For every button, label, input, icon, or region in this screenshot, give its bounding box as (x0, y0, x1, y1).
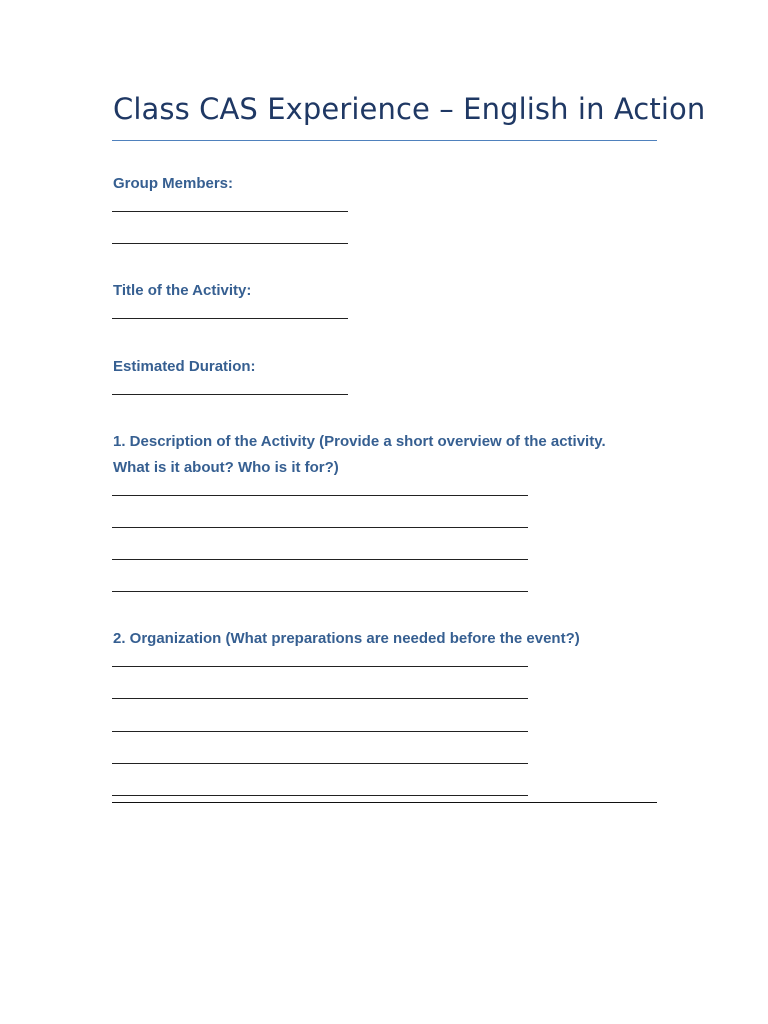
bottom-divider (112, 802, 657, 803)
organization-blank-3[interactable] (112, 731, 528, 732)
description-heading-line-2: What is it about? Who is it for?) (113, 459, 339, 476)
estimated-duration-blank[interactable] (112, 394, 348, 395)
group-members-heading: Group Members: (113, 175, 234, 192)
group-members-blank-2[interactable] (112, 243, 348, 244)
description-blank-3[interactable] (112, 559, 528, 560)
title-underline (112, 140, 657, 141)
activity-title-blank[interactable] (112, 318, 348, 319)
group-members-blank-1[interactable] (112, 211, 348, 212)
description-heading-line-1: 1. Description of the Activity (Provide a short overview of the activity. (113, 433, 606, 450)
description-blank-1[interactable] (112, 495, 528, 496)
estimated-duration-heading: Estimated Duration: (113, 358, 256, 375)
activity-title-heading: Title of the Activity: (113, 282, 252, 299)
organization-blank-4[interactable] (112, 763, 528, 764)
organization-heading: 2. Organization (What preparations are needed before the event?) (113, 630, 580, 647)
page-title: Class CAS Experience – English in Action (113, 92, 706, 126)
organization-blank-2[interactable] (112, 698, 528, 699)
organization-blank-5[interactable] (112, 795, 528, 796)
description-blank-4[interactable] (112, 591, 528, 592)
description-blank-2[interactable] (112, 527, 528, 528)
organization-blank-1[interactable] (112, 666, 528, 667)
